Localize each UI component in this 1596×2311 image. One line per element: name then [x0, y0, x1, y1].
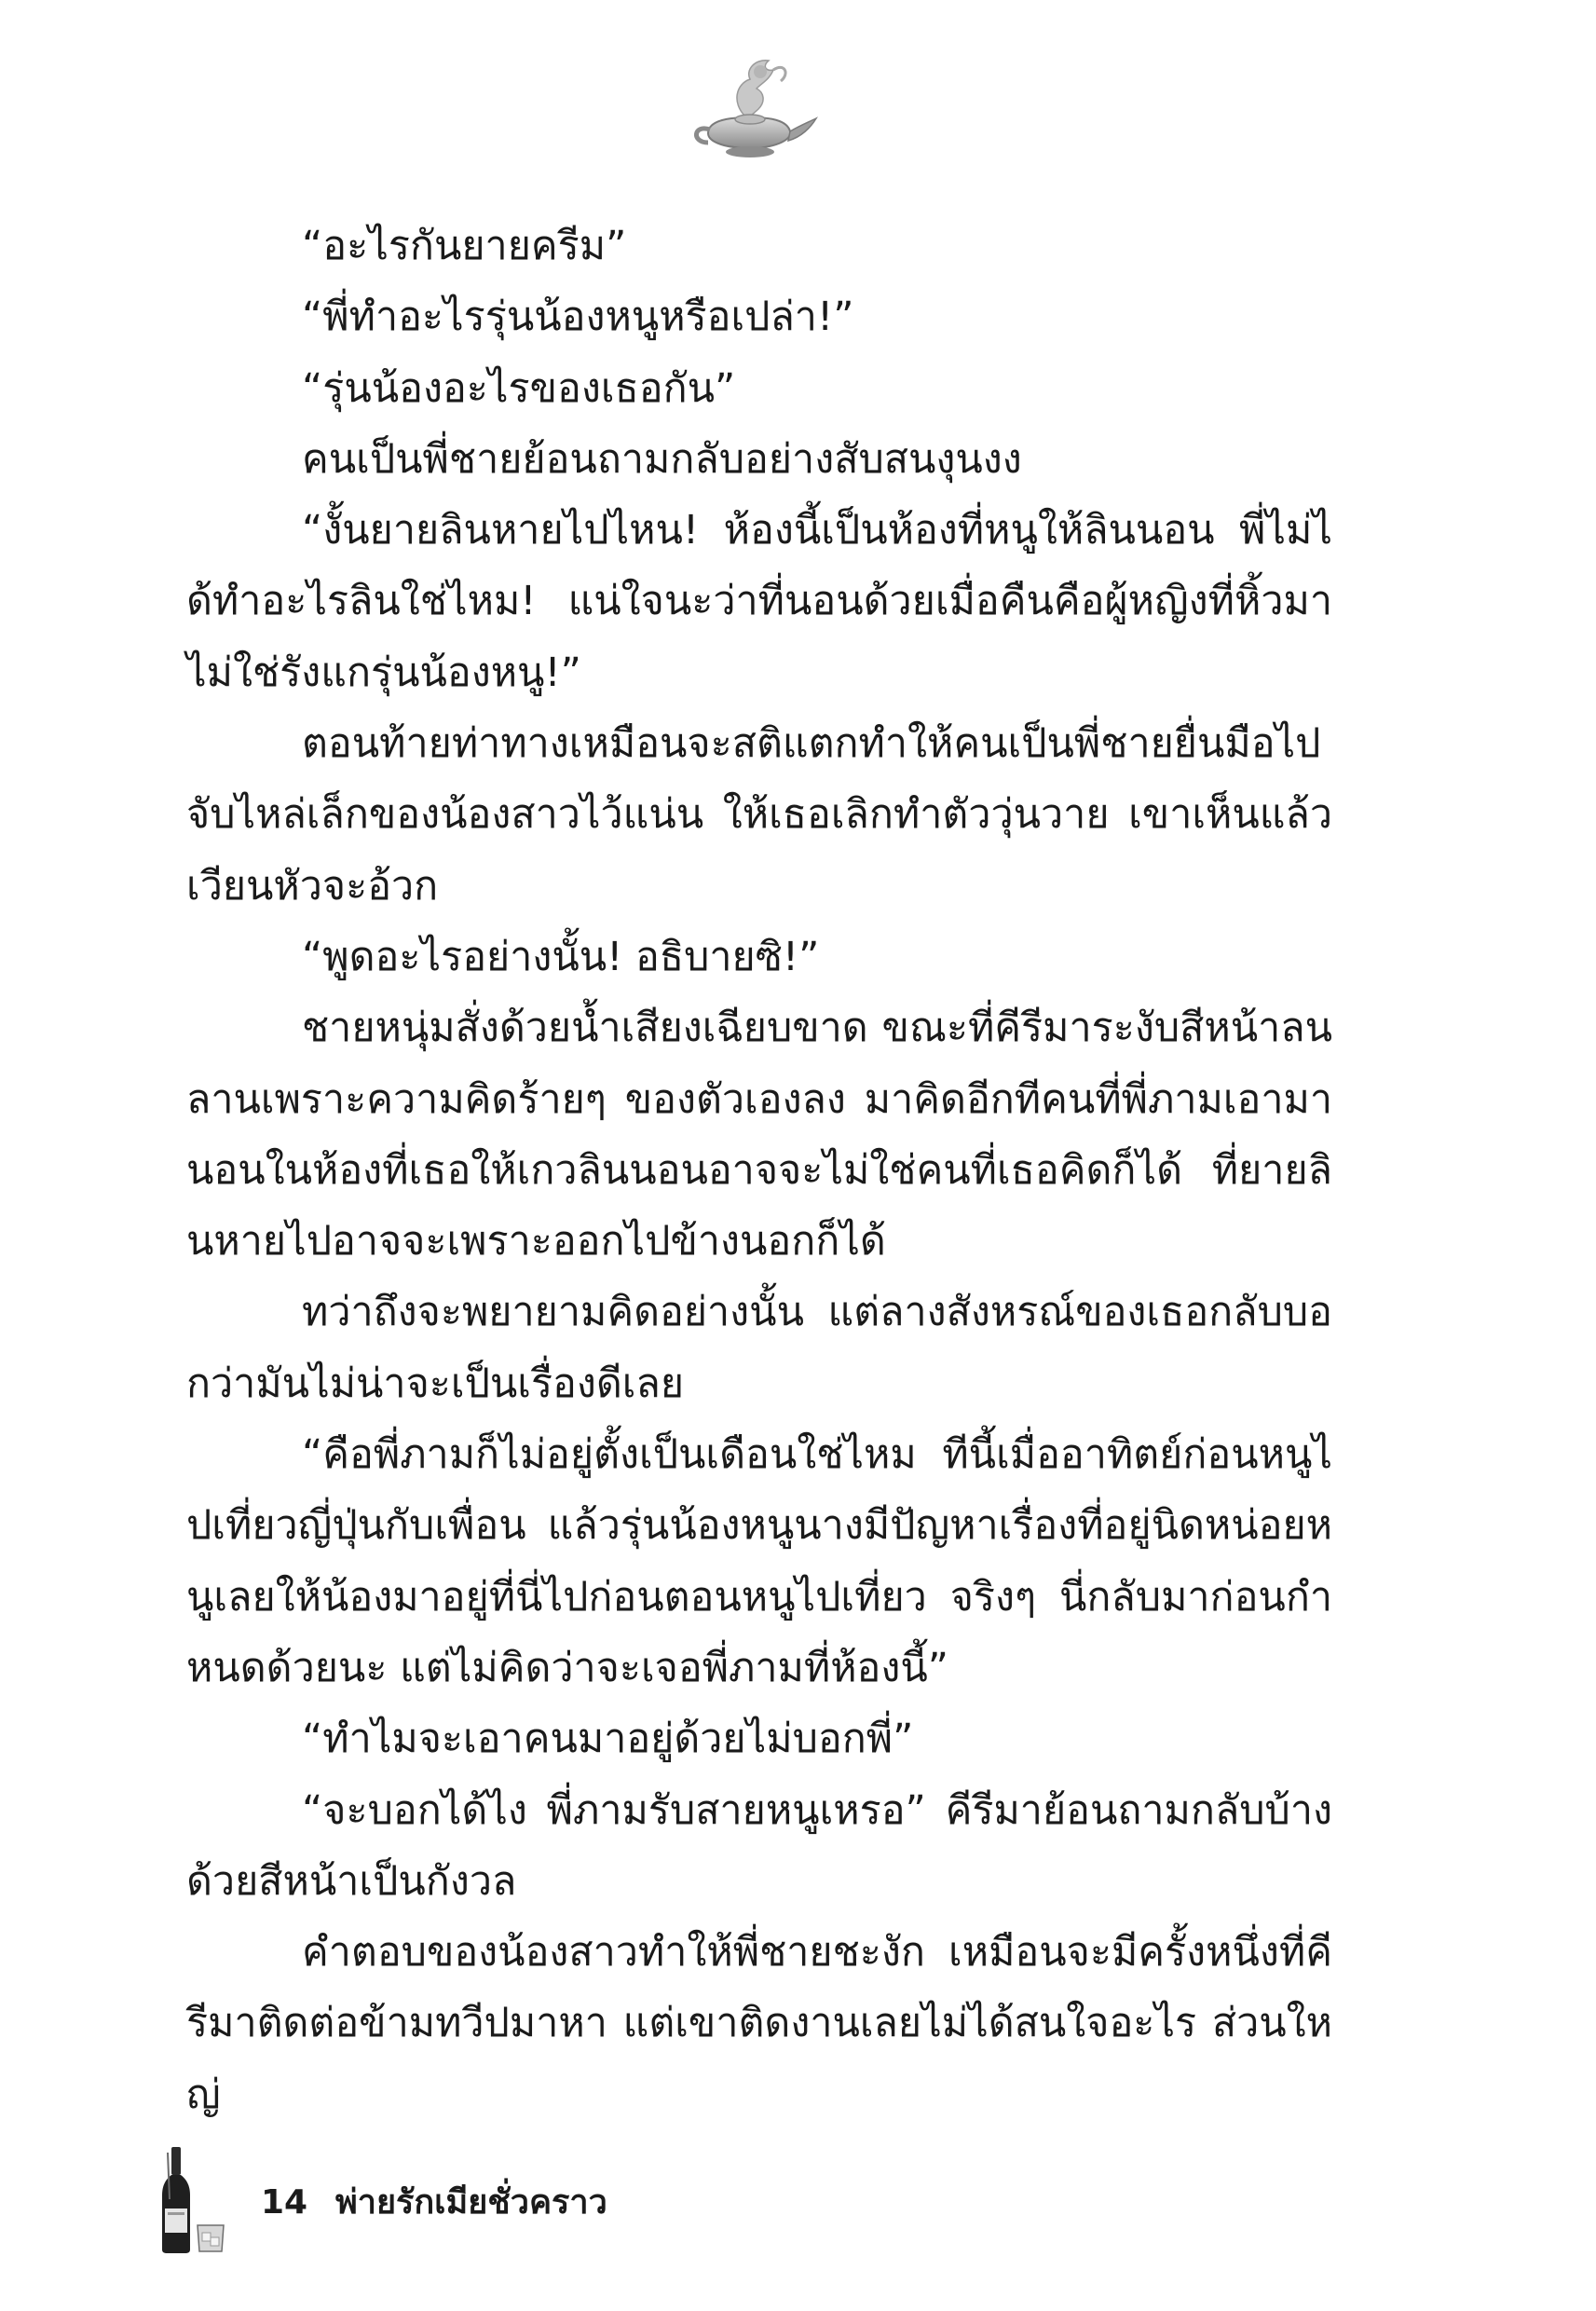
paragraph: คนเป็นพี่ชายย้อนถามกลับอย่างสับสนงุนงง: [302, 435, 1022, 483]
paragraph: “พี่ทำอะไรรุ่นน้องหนูหรือเปล่า!”: [302, 294, 854, 341]
paragraph: “พูดอะไรอย่างนั้น! อธิบายซิ!”: [302, 933, 820, 980]
genie-lamp-icon: [680, 51, 820, 163]
book-title: พ่ายรักเมียชั่วคราว: [335, 2183, 607, 2222]
page-footer: [157, 2143, 809, 2255]
paragraph: ชายหนุ่มสั่งด้วยน้ำเสียงเฉียบขาด ขณะที่คีรีมาระงับสีหน้าลนลานเพราะความคิดร้ายๆ ของตัวเองลง มาคิดอีกทีคนที่พี่ภามเอามานอนในห้องที่เธอให้เกวลินนอนอาจจะไม่ใช่คนที่เธอคิดก็ได้ ที่ยายลินหายไปอาจจะเพราะออกไปข้างนอกก็ได้: [186, 1005, 1332, 1265]
paragraph: “อะไรกันยายครีม”: [302, 223, 627, 269]
paragraph: “รุ่นน้องอะไรของเธอกัน”: [302, 364, 736, 412]
paragraph: คำตอบของน้องสาวทำให้พี่ชายชะงัก เหมือนจะมีครั้งหนึ่งที่คีรีมาติดต่อข้ามทวีปมาหา แต่เขาติดงานเลยไม่ได้สนใจอะไร ส่วนใหญ่: [186, 1929, 1332, 2118]
wine-bottle-icon: [157, 2143, 231, 2255]
paragraph: “งั้นยายลินหายไปไหน! ห้องนี้เป็นห้องที่หนูให้ลินนอน พี่ไม่ได้ทำอะไรลินใช่ไหม! แน่ใจนะว่าที่นอนด้วยเมื่อคืนคือผู้หญิงที่หิ้วมาไม่ใช่รังแกรุ่นน้องหนู!”: [186, 507, 1332, 696]
paragraph: “ทำไมจะเอาคนมาอยู่ด้วยไม่บอกพี่”: [302, 1716, 914, 1763]
paragraph: ตอนท้ายท่าทางเหมือนจะสติแตกทำให้คนเป็นพี่ชายยื่นมือไปจับไหล่เล็กของน้องสาวไว้แน่น ให้เธอเลิกทำตัววุ่นวาย เขาเห็นแล้วเวียนหัวจะอ้วก: [186, 720, 1332, 909]
paragraph: “คือพี่ภามก็ไม่อยู่ตั้งเป็นเดือนใช่ไหม ทีนี้เมื่ออาทิตย์ก่อนหนูไปเที่ยวญี่ปุ่นกับเพื่อน แล้วรุ่นน้องหนูนางมีปัญหาเรื่องที่อยู่นิดหน่อยหนูเลยให้น้องมาอยู่ที่นี่ไปก่อนตอนหนูไปเที่ยว จริงๆ นี่กลับมาก่อนกำหนดด้วยนะ แต่ไม่คิดว่าจะเจอพี่ภามที่ห้องนี้”: [186, 1431, 1332, 1691]
paragraph: “จะบอกได้ไง พี่ภามรับสายหนูเหรอ” คีรีมาย้อนถามกลับบ้างด้วยสีหน้าเป็นกังวล: [186, 1786, 1332, 1905]
paragraph: ทว่าถึงจะพยายามคิดอย่างนั้น แต่ลางสังหรณ์ของเธอกลับบอกว่ามันไม่น่าจะเป็นเรื่องดีเลย: [186, 1289, 1332, 1407]
body-text: [186, 211, 1332, 2130]
page-number: 14: [261, 2183, 308, 2222]
